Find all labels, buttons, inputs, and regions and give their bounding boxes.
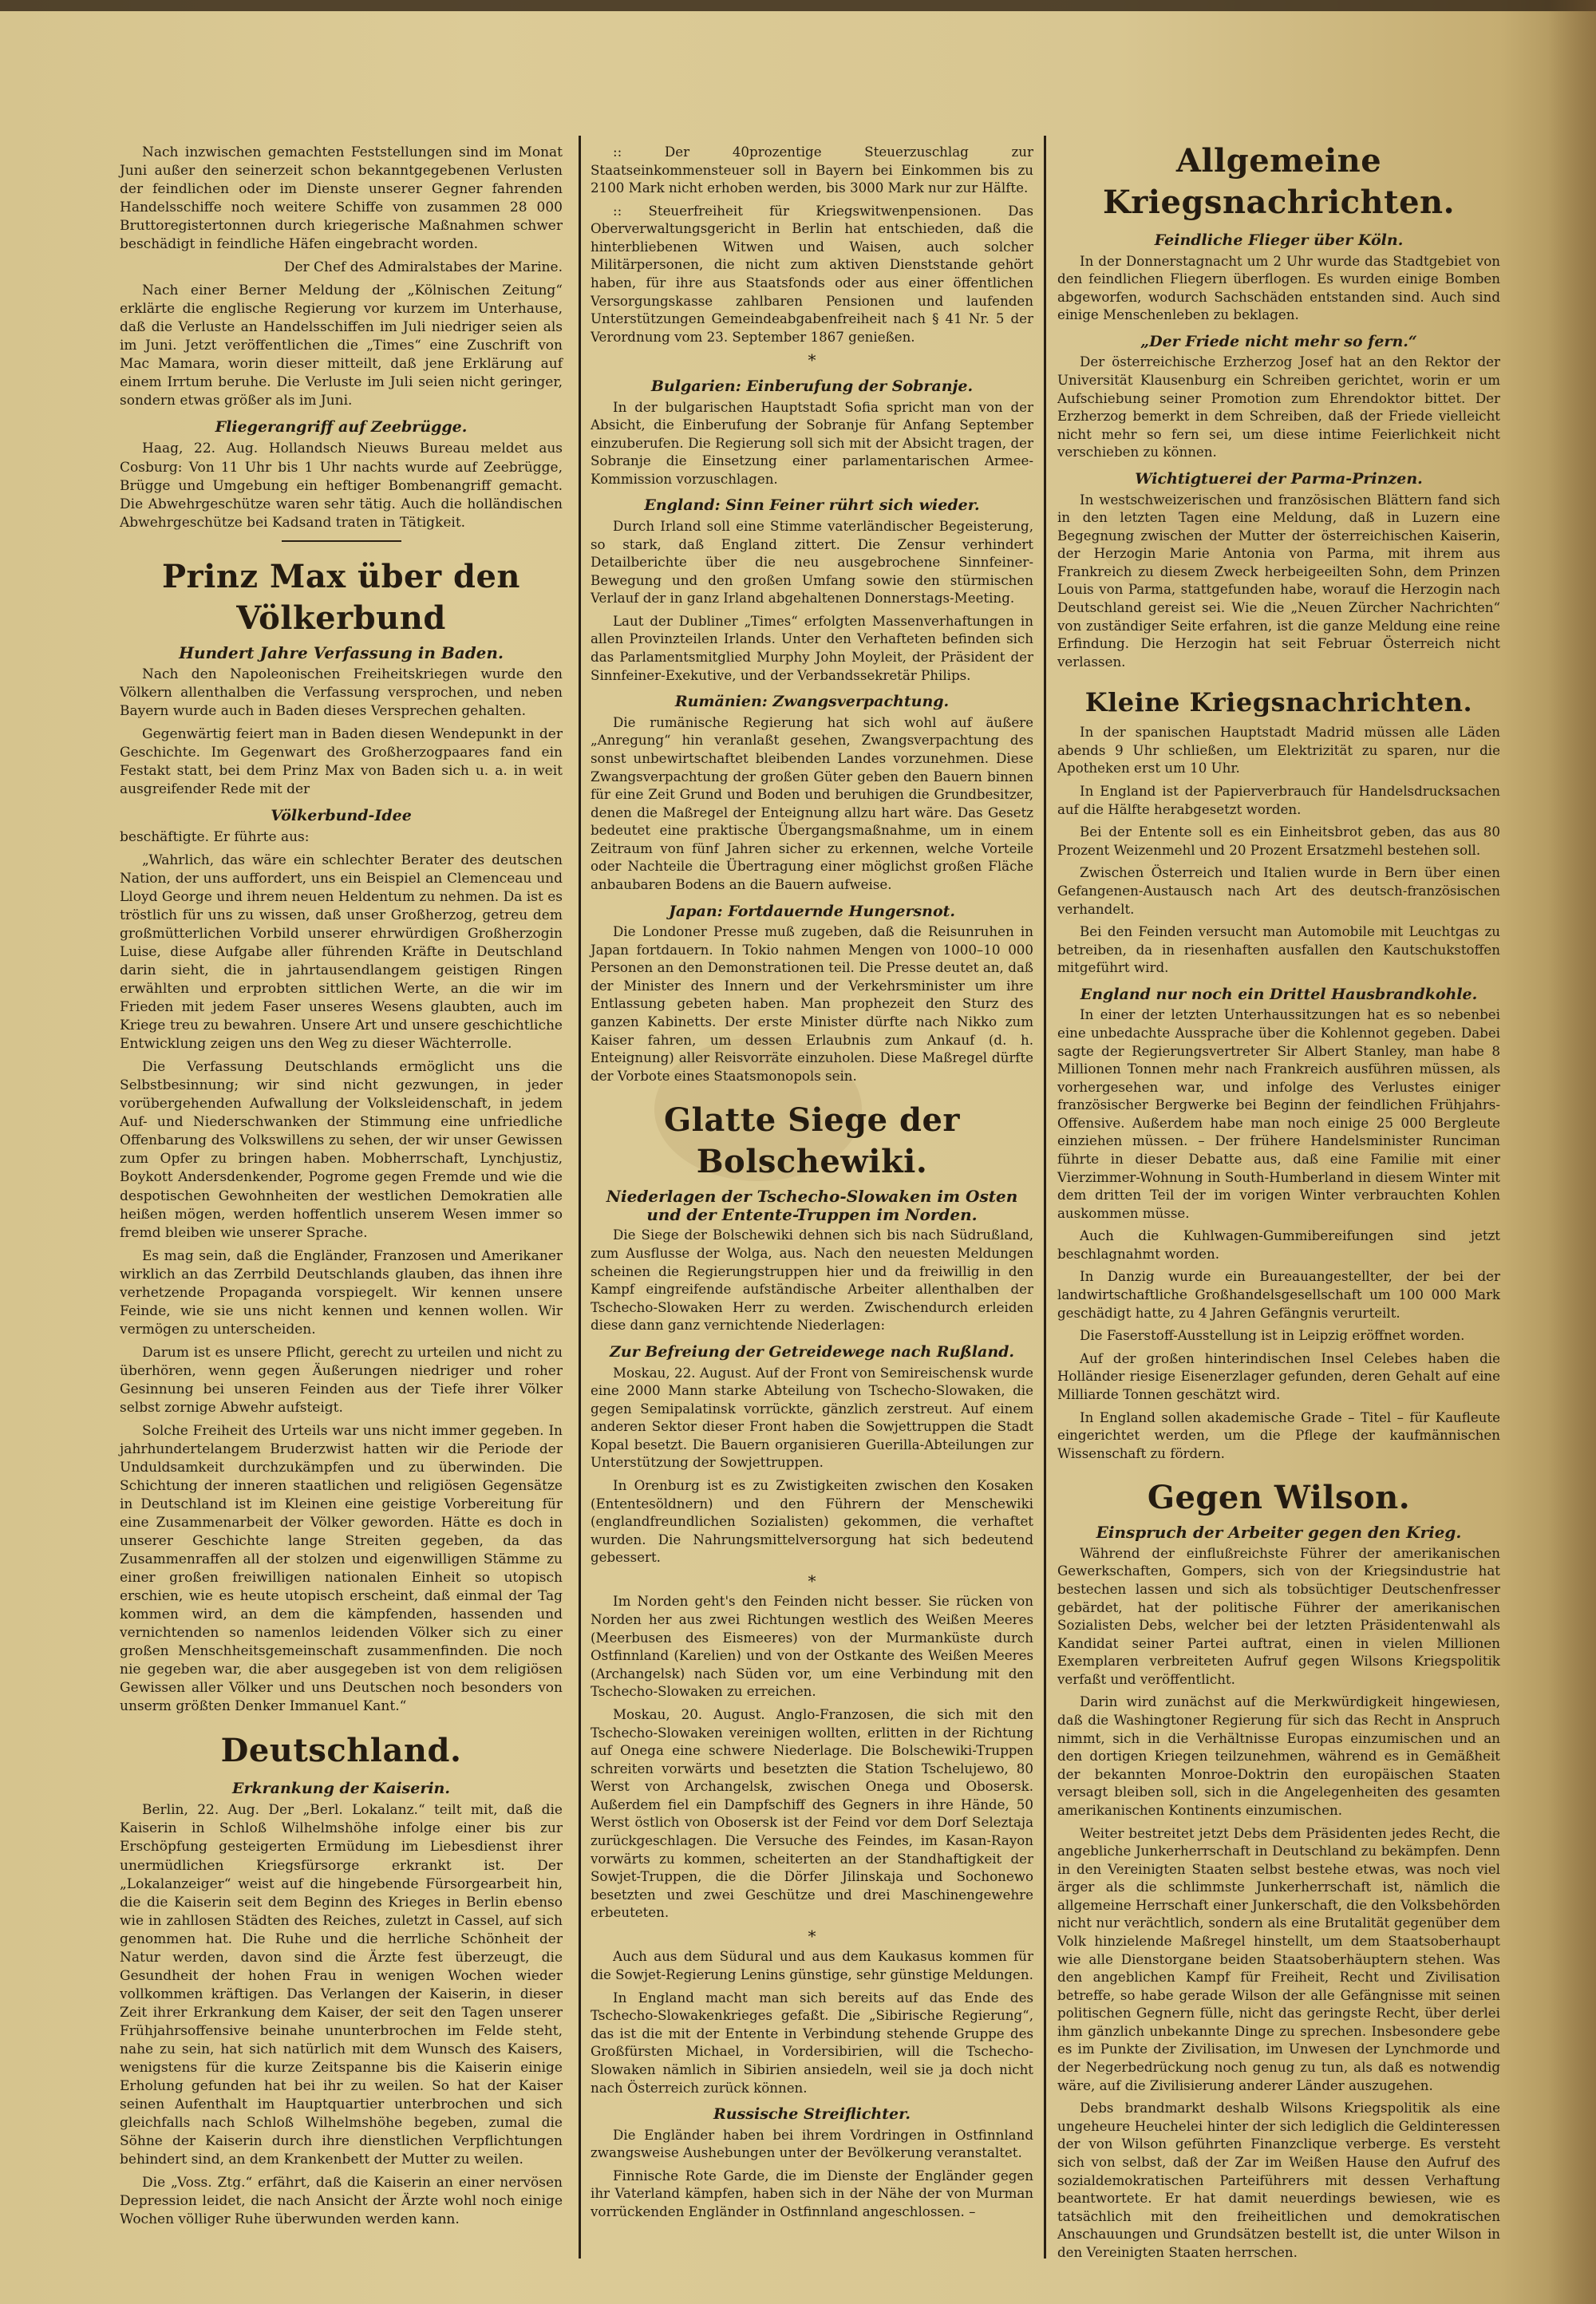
section-subtitle: Niederlagen der Tschecho-Slowaken im Osten und der Entente-Truppen im Norden.	[606, 1187, 1018, 1224]
paragraph: „Wahrlich, das wäre ein schlechter Berater des deutschen Nation, der uns auffordert, uns ein Beispiel an Clemenceau und Lloyd George und ihrem neuen Heldentum zu nehmen. Da ist es tröstlich für uns zu wissen, daß unser Großherzog, getreu dem großmütterlichen Vorbild unserer ehrwürdigen Großherzogin Luise, diese Aufgabe aller führenden Kräfte in Deutschland darin sieht, die in jahrtausendlangem geistigen Ringen erwählten und erprobten sittlichen Werte, an die wir im Frieden mit jedem Faser unseres Wesens glaubten, auch im Kriege treu zu bewahren. Unsere Art und unsere geschichtliche Entwicklung zeigen uns den Weg zu dieser Wächterrolle.	[120, 852, 563, 1053]
paragraph: Nach inzwischen gemachten Feststellungen sind im Monat Juni außer den seinerzeit schon bekanntgegebenen Verlusten der feindlichen oder im Dienste unserer Gegner fahrenden Handelsschiffe noch weitere Schiffe von zusammen 28 000 Bruttoregistertonnen durch kriegerische Maßnahmen schwer beschädigt in feindliche Häfen eingebracht worden.	[120, 144, 563, 253]
item-heading: Wichtigtuerei der Parma-Prinzen.	[1135, 469, 1423, 488]
paragraph: Auch aus dem Südural und aus dem Kaukasus kommen für die Sowjet-Regierung Lenins günstige, sehr günstige Meldungen.	[591, 1949, 1033, 1983]
item-heading: England nur noch ein Drittel Hausbrandkohle.	[1080, 985, 1478, 1003]
paragraph: Bei den Feinden versucht man Automobile mit Leuchtgas zu betreiben, da in riesenhaften ausfallen den Kautschukstoffen mitgeführt wird.	[1057, 924, 1500, 976]
paragraph: Solche Freiheit des Urteils war uns nicht immer gegeben. In jahrhundertelangem Bruderzwist hatten wir die Periode der Unduldsamkeit durchzukämpfen und zu überwinden. Die Schichtung der inneren staatlichen und religiösen Gegensätze in Deutschland ist im Kleinen eine geistige Vorbereitung für eine Zusammenarbeit der Völker geworden. Hätte es doch in unserer Geschichte lange Streiten gegeben, da das Zusammenraffen all der stolzen und eigenwilligen Stämme zu einer großen freiwilligen nationalen Einheit so utopisch erschien, wie es heute utopisch erscheint, daß einmal der Tag kommen wird, an dem die kämpfenden, hassenden und vernichtenden so namenlos leidenden Völker sich zu einer großen Menschheitsgemeinschaft zusammenfinden. Die noch nie gegeben war, die aber ausgegeben ist von dem religiösen Gewissen aller Völker und uns Deutschen noch besonders von unserm größten Denker Immanuel Kant.“	[120, 1422, 563, 1715]
section-subtitle: Einspruch der Arbeiter gegen den Krieg.	[1096, 1523, 1462, 1543]
separator-star: *	[808, 350, 816, 370]
paragraph: In westschweizerischen und französischen Blättern fand sich in den letzten Tagen eine Meldung, daß in Luzern eine Begegnung zwischen der Mutter der österreichischen Kaiserin, der Herzogin Marie Antonia von Parma, mit ihrem aus Frankreich zu diesem Zweck herbeigeeilten Sohn, dem Prinzen Louis von Parma, stattgefunden habe, worauf die Herzogin nach Deutschland gereist sei. Wie die „Neuen Zürcher Nachrichten“ von zuständiger Seite erfahren, ist die ganze Meldung eine reine Erfindung. Die Herzogin hat seit Februar Österreich nicht verlassen.	[1057, 492, 1500, 670]
item-heading: Zur Befreiung der Getreidewege nach Rußland.	[609, 1342, 1015, 1361]
paragraph: Berlin, 22. Aug. Der „Berl. Lokalanz.“ teilt mit, daß die Kaiserin in Schloß Wilhelmshöhe infolge einer bis zur Erschöpfung gesteigerten Ermüdung im Liebesdienst ihrer unermüdlichen Kriegsfürsorge erkrankt ist. Der „Lokalanzeiger“ weist auf die hingebende Fürsorgearbeit hin, die die Kaiserin seit dem Beginn des Krieges in Berlin ebenso wie in zahllosen Städten des Reiches, zuletzt in Cassel, auf sich genommen hat. Die Ruhe und die herrliche Schönheit der Natur werden, davon sind die Ärzte fest überzeugt, die Gesundheit der hohen Frau in wenigen Wochen wieder vollkommen kräftigen. Das Verlangen der Kaiserin, in dieser Zeit ihrer Erkrankung dem Kaiser, der seit den Tagen unserer Frühjahrsoffensive beinahe ununterbrochen im Felde steht, nahe zu sein, hat sich natürlich mit dem Wunsch des Kaisers, wenigstens für die kurze Zeitspanne bis die Kaiserin einige Erholung gefunden hat bei ihr zu weilen. So hat der Kaiser seinen Aufenthalt im Hauptquartier unterbrochen und sich gleichfalls nach Schloß Wilhelmshöhe begeben, zumal die Söhne der Kaiserin durch ihre dienstlichen Verpflichtungen behindert sind, an dem Krankenbett der Mutter zu weilen.	[120, 1802, 563, 2168]
item-heading: Japan: Fortdauernde Hungersnot.	[668, 902, 956, 920]
section-title: Allgemeine Kriegsnachrichten.	[1102, 142, 1456, 221]
column-middle	[591, 144, 1033, 2227]
paragraph: Die Siege der Bolschewiki dehnen sich bis nach Südrußland, zum Ausflusse der Wolga, aus. Nach den neuesten Meldungen scheinen die Regierungstruppen hier und da freiwillig in den Kampf eingreifende aufständische Arbeiter allenthalben der Tschecho-Slowaken Herr zu werden. Zwischendurch erleiden diese dann ganz vernichtende Niederlagen:	[591, 1227, 1033, 1334]
item-heading: Feindliche Flieger über Köln.	[1154, 231, 1404, 249]
section-title: Prinz Max über den Völkerbund	[161, 557, 521, 637]
item-heading: Erkrankung der Kaiserin.	[232, 1780, 450, 1798]
paragraph: Moskau, 22. August. Auf der Front von Semireischensk wurde eine 2000 Mann starke Abteilung von Tschecho-Slowaken, die gegen Semipalatinsk vorrückte, gänzlich zerstreut. Auf einem anderen Sektor dieser Front haben die Sowjettruppen die Stadt Kopal besetzt. Die Bauern organisieren Guerilla-Abteilungen zur Unterstützung der Sowjettruppen.	[591, 1365, 1033, 1471]
item-heading: Bulgarien: Einberufung der Sobranje.	[650, 377, 974, 395]
paragraph: In Orenburg ist es zu Zwistigkeiten zwischen den Kosaken (Ententesöldnern) und den Führern der Menschewiki (englandfreundlichen Sozialisten) gekommen, die verhaftet wurden. Die Nahrungsmittelversorgung hat sich bedeutend gebessert.	[591, 1478, 1033, 1566]
item-heading: „Der Friede nicht mehr so fern.“	[1140, 332, 1417, 350]
item-heading: Fliegerangriff auf Zeebrügge.	[215, 418, 468, 437]
item-heading: England: Sinn Feiner rührt sich wieder.	[644, 496, 980, 515]
paragraph: Haag, 22. Aug. Hollandsch Nieuws Bureau meldet aus Cosburg: Von 11 Uhr bis 1 Uhr nachts wurde auf Zeebrügge, Brügge und Umgebung ein heftiger Bombenangriff gemacht. Die Abwehrgeschütze waren sehr tätig. Auch die holländischen Abwehrgeschütze bei Kadsand traten in Tätigkeit.	[120, 441, 563, 531]
paragraph: Auf der großen hinterindischen Insel Celebes haben die Holländer riesige Eisenerzlager gefunden, deren Gehalt auf eine Milliarde Tonnen geschätzt wird.	[1057, 1350, 1500, 1402]
paragraph: Es mag sein, daß die Engländer, Franzosen und Amerikaner wirklich an das Zerrbild Deutschlands glauben, das ihnen ihre verhetzende Propaganda vorspiegelt. Wir kennen unsere Feinde, wie sie uns nicht kennen und kennen wollen. Wir vermögen zu unterscheiden.	[120, 1247, 563, 1338]
paragraph: Die Faserstoff-Ausstellung ist in Leipzig eröffnet worden.	[1080, 1328, 1465, 1344]
paragraph: Die Engländer haben bei ihrem Vordringen in Ostfinnland zwangsweise Aushebungen unter der Bevölkerung veranstaltet.	[591, 2127, 1033, 2161]
section-title: Glatte Siege der Bolschewiki.	[664, 1101, 960, 1181]
paragraph: Darum ist es unsere Pflicht, gerecht zu urteilen und nicht zu überhören, wenn gegen Äußerungen niedriger und roher Gesinnung bei unseren Feinden aus der Tiefe ihrer Völker selbst zornige Abwehr aufsteigt.	[120, 1344, 563, 1416]
paragraph: Die Verfassung Deutschlands ermöglicht uns die Selbstbesinnung; wir sind nicht gezwungen, in jeder vorübergehenden Aufwallung der Volksleidenschaft, in jedem Auf- und Niederschwanken der Stimmung eine unfriedliche Offenbarung des Volkswillens zu sehen, der wir unser Gewissen zum Opfer zu bringen haben. Mobherrschaft, Lynchjustiz, Boykott Andersdenkender, Pogrome gegen Fremde und wie die despotischen Gewohnheiten der westlichen Demokratien alle heißen mögen, werden hoffentlich unserem Wesen immer so fremd bleiben wie unserer Sprache.	[120, 1059, 563, 1241]
paragraph: Die „Voss. Ztg.“ erfährt, daß die Kaiserin an einer nervösen Depression leidet, die nach Ansicht der Ärzte wohl noch einige Wochen völliger Ruhe überwunden werden kann.	[120, 2175, 563, 2228]
section-title: Deutschland.	[220, 1732, 462, 1770]
item-heading: Russische Streiflichter.	[713, 2105, 911, 2124]
paragraph: In Danzig wurde ein Bureauangestellter, der bei der landwirtschaftliche Großhandelsgesellschaft um 100 000 Mark geschädigt hatte, zu 4 Jahren Gefängnis verurteilt.	[1057, 1269, 1500, 1321]
paragraph: Die Londoner Presse muß zugeben, daß die Reisunruhen in Japan fortdauern. In Tokio nahmen Mengen von 1000–10 000 Personen an den Demonstrationen teil. Die Presse deutet an, daß der Minister des Innern und der Verkehrsminister um ihre Entlassung gebeten haben. Man prophezeit den Sturz des ganzen Kabinetts. Der erste Minister dürfte nach Nikko zum Kaiser fahren, um dessen Erlaubnis zum Ankauf (d. h. Enteignung) aller Reisvorräte einzuholen. Diese Maßregel dürfte der Vorbote eines Staatsmonopols sein.	[591, 924, 1033, 1084]
paragraph: In einer der letzten Unterhaussitzungen hat es so nebenbei eine unbedachte Aussprache über die Kohlennot gegeben. Dabei sagte der Regierungsvertreter Sir Albert Stanley, man habe 8 Millionen Tonnen mehr nach Frankreich ausführen müssen, als vorhergesehen war, und infolge des Verlustes einiger französischer Bergwerke bei Beginn der feindlichen Frühjahrs-Offensive. Außerdem habe man noch einige 25 000 Bergleute einziehen müssen. – Der frühere Handelsminister Runciman führte in dieser Debatte aus, daß eine Familie mit einer Vierzimmer-Wohnung in South-Humberland in diesem Winter mit dem dritten Teil der im vorigen Winter verbrauchten Kohlen auskommen müsse.	[1057, 1007, 1500, 1221]
separator	[282, 540, 401, 542]
paragraph: beschäftigte. Er führte aus:	[120, 828, 310, 845]
paragraph: Weiter bestreitet jetzt Debs dem Präsidenten jedes Recht, die angebliche Junkerherrschaft in Deutschland zu bekämpfen. Denn in den Vereinigten Staaten selbst bestehe etwas, was noch viel ärger als die schlimmste Junkerherrschaft ist, nämlich die allgemeine Herrschaft einer Junkerschaft, die den Volksbehörden nicht nur verächtlich, sondern als eine Brutalität gegenüber dem Volk hinzielende Maßregel hinstellt, um dem Staatsoberhaupt wie alle Dienstorgane beiden Staatsoberhäuptern stehen. Was den angeblichen Kampf für Freiheit, Recht und Zivilisation betreffe, so habe gerade Wilson der alle Gefängnisse mit seinen politischen Gegnern fülle, nicht das geringste Recht, über derlei ihm gänzlich unbekannte Dinge zu sprechen. Insbesondere gebe es im Punkte der Zivilisation, im Unwesen der Lynchmorde und der Negerbedrückung noch genug zu tun, als daß es notwendig wäre, auf die Zivilisierung anderer Länder auszugehen.	[1057, 1825, 1500, 2093]
column-rule	[1044, 136, 1046, 2259]
paragraph: Laut der Dubliner „Times“ erfolgten Massenverhaftungen in allen Provinzteilen Irlands. Unter den Verhafteten befinden sich das Parlamentsmitglied Murphy John Moyleit, der Präsident der Sinnfeiner-Exekutive, und der Verbandssekretär Philips.	[591, 613, 1033, 683]
paragraph: Finnische Rote Garde, die im Dienste der Engländer gegen ihr Vaterland kämpfen, haben sich in der Nähe der von Murman vorrückenden Engländer in Ostfinnland angeschlossen. –	[591, 2168, 1033, 2219]
paragraph: Debs brandmarkt deshalb Wilsons Kriegspolitik als eine ungeheure Heuchelei hinter der sich lediglich die Geldinteressen der von Wilson geführten Finanzclique verberge. Es versteht sich von selbst, daß der Zar im Weißen Hause den Aufruf des sozialdemokratischen Parteiführers mit dessen Verhaftung beantwortete. Er hat damit neuerdings bewiesen, wie es tatsächlich mit den freiheitlichen und demokratischen Anschauungen und Grundsätzen bestellt ist, die unter Wilson in den Vereinigten Staaten herrschen.	[1057, 2100, 1500, 2260]
column-right	[1057, 140, 1500, 2266]
signature: Der Chef des Admiralstabes der Marine.	[283, 259, 563, 276]
paragraph: Darin wird zunächst auf die Merkwürdigkeit hingewiesen, daß die Washingtoner Regierung für sich das Recht in Anspruch nimmt, sich in die Verhältnisse Europas einzumischen und an den dortigen Kriegen teilzunehmen, während es in Gemäßheit der bekannten Monroe-Doktrin den europäischen Staaten versagt bleiben soll, sich in die Angelegenheiten des gesamten amerikanischen Kontinents einzumischen.	[1057, 1694, 1500, 1818]
paragraph: Gegenwärtig feiert man in Baden diesen Wendepunkt in der Geschichte. Im Gegenwart des Großherzogpaares fand ein Festakt statt, bei dem Prinz Max von Baden sich u. a. in weit ausgreifender Rede mit der	[120, 725, 563, 797]
section-title: Kleine Kriegsnachrichten.	[1084, 687, 1473, 718]
item-heading: Rumänien: Zwangsverpachtung.	[674, 693, 950, 711]
paragraph: Moskau, 20. August. Anglo-Franzosen, die sich mit den Tschecho-Slowaken vereinigen wollten, erlitten in der Richtung auf Onega eine schwere Niederlage. Die Bolschewiki-Truppen schreiten vorwärts und besetzten die Station Tschelujewo, 80 Werst von Archangelsk, zwischen Onega und Obosersk. Außerdem fiel ein Dampfschiff des Gegners in ihre Hände, 50 Werst östlich von Obosersk ist der Feind vor dem Dorf Seleztaja zurückgeschlagen. Die Versuche des Feindes, im Kasan-Rayon vorwärts zu kommen, scheiterten an der Standhaftigkeit der Sowjet-Truppen, die die Dörfer Jilinskaja und Sochonewo besetzten und zwei Geschütze und drei Maschinengewehre erbeuteten.	[591, 1706, 1033, 1921]
paragraph: Im Norden geht's den Feinden nicht besser. Sie rücken von Norden her aus zwei Richtungen westlich des Weißen Meeres (Meerbusen des Eismeeres) von der Murmanküste durch Ostfinnland (Karelien) und von der Ostkante des Weißen Meeres (Archangelsk) nach Süden vor, um eine Verbindung mit den Tschecho-Slowaken zu erreichen.	[591, 1594, 1033, 1700]
paragraph: Nach den Napoleonischen Freiheitskriegen wurde den Völkern allenthalben die Verfassung versprochen, und neben Bayern wurde auch in Baden dieses Versprechen gehalten.	[120, 666, 563, 719]
separator-star: *	[808, 1926, 816, 1946]
paragraph: Die rumänische Regierung hat sich wohl auf äußere „Anregung“ hin veranlaßt gesehen, Zwangsverpachtung des sonst unbewirtschaftet bleibenden Landes vorzunehmen. Diese Zwangsverpachtung der großen Güter geben den Bauern binnen für eine Zeit Grund und Boden und beruhigen die Grundbesitzer, denen die Maßregel der Enteignung allzu hart wäre. Das Gesetz bedeutet eine praktische Übergangsmaßnahme, um in einem Zeitraum von fünf Jahren sicher zu erkennen, welche Vorteile oder Nachteile die Übertragung einer möglichst großen Fläche anbaubaren Bodens an die Bauern aufweise.	[591, 714, 1033, 892]
column-rule	[579, 136, 581, 2259]
paragraph: Durch Irland soll eine Stimme vaterländischer Begeisterung, so stark, daß England zittert. Die Zensur verhindert Detailberichte über die neu ausgebrochene Sinnfeiner-Bewegung und den großen Umfang sowie den stürmischen Verlauf der in ganz Irland abgehaltenen Donnerstags-Meeting.	[591, 518, 1033, 607]
item-heading: Völkerbund-Idee	[271, 806, 412, 824]
paragraph: In England ist der Papierverbrauch für Handelsdrucksachen auf die Hälfte herabgesetzt worden.	[1057, 784, 1500, 817]
separator-star: *	[808, 1571, 816, 1591]
paragraph: In der Donnerstagnacht um 2 Uhr wurde das Stadtgebiet von den feindlichen Fliegern überflogen. Es wurden einige Bomben abgeworfen, wodurch Sachschäden entstanden sind. Auch sind einige Menschenleben zu beklagen.	[1057, 253, 1500, 323]
paragraph: Zwischen Österreich und Italien wurde in Bern über einen Gefangenen-Austausch nach Art des deutsch-französischen verhandelt.	[1057, 865, 1500, 917]
paragraph: In England macht man sich bereits auf das Ende des Tschecho-Slowakenkrieges gefaßt. Die „Sibirische Regierung“, das ist die mit der Entente in Verbindung stehende Gruppe des Großfürsten Michael, in Vordersibirien, will die Tschecho-Slowaken nämlich in Sibirien ansiedeln, weil sie ja doch nicht nach Österreich zurück können.	[591, 1990, 1033, 2096]
paragraph: Auch die Kuhlwagen-Gummibereifungen sind jetzt beschlagnahmt worden.	[1057, 1228, 1500, 1262]
section-title: Gegen Wilson.	[1147, 1479, 1411, 1517]
paragraph: Bei der Entente soll es ein Einheitsbrot geben, das aus 80 Prozent Weizenmehl und 20 Prozent Ersatzmehl bestehen soll.	[1057, 824, 1500, 858]
column-left	[120, 144, 563, 2234]
paragraph: In der spanischen Hauptstadt Madrid müssen alle Läden abends 9 Uhr schließen, um Elektrizität zu sparen, nur die Apotheken erst um 10 Uhr.	[1057, 725, 1500, 777]
section-subtitle: Hundert Jahre Verfassung in Baden.	[179, 642, 504, 662]
page-right-edge	[1548, 0, 1596, 2304]
page-top-edge	[0, 0, 1596, 11]
paragraph: :: Der 40prozentige Steuerzuschlag zur Staatseinkommensteuer soll in Bayern bei Einkommen bis zu 2100 Mark nicht erhoben werden, bis 3000 Mark nur zur Hälfte.	[591, 144, 1033, 196]
paragraph: Der österreichische Erzherzog Josef hat an den Rektor der Universität Klausenburg ein Schreiben gerichtet, worin er um Aufschiebung seiner Promotion zum Ehrendoktor bittet. Der Erzherzog bemerkt in dem Schreiben, daß der Friede vielleicht nicht mehr so fern sei, um diese intime Feierlichkeit nicht verschieben zu können.	[1057, 354, 1500, 460]
paragraph: In England sollen akademische Grade – Titel – für Kaufleute eingerichtet werden, um die Pflege der kaufmännischen Wissenschaft zu fördern.	[1057, 1409, 1500, 1461]
paragraph: :: Steuerfreiheit für Kriegswitwenpensionen. Das Oberverwaltungsgericht in Berlin hat entschieden, daß die hinterbliebenen Witwen und Waisen, auch solcher Militärpersonen, die nicht zum aktiven Dienststande gehört haben, für ihre aus Staatsfonds oder aus einer öffentlichen Versorgungskasse zahlbaren Pensionen und laufenden Unterstützungen Gemeindeabgabenfreiheit nach § 41 Nr. 5 der Verordnung vom 23. September 1867 genießen.	[591, 203, 1033, 345]
paragraph: Nach einer Berner Meldung der „Kölnischen Zeitung“ erklärte die englische Regierung vor kurzem im Unterhause, daß die Verluste an Handelsschiffen im Juli niedriger seien als im Juni. Jetzt veröffentlichen die „Times“ eine Zuschrift von Mac Mamara, worin dieser mitteilt, daß jene Erklärung auf einem Irrtum beruhe. Die Verluste im Juli seien nicht geringer, sondern etwas größer als im Juni.	[120, 283, 563, 409]
paragraph: Während der einflußreichste Führer der amerikanischen Gewerkschaften, Gompers, sich von der Kriegsindustrie hat bestechen lassen und sich als tobsüchtiger Deutschenfresser gebärdet, hat der politische Führer der amerikanischen Sozialisten Debs, welcher bei der letzten Präsidentenwahl als Kandidat seiner Partei auftrat, einen in vielen Millionen Exemplaren verbreiteten Aufruf gegen Wilsons Kriegspolitik verfaßt und veröffentlicht.	[1057, 1545, 1500, 1687]
paragraph: In der bulgarischen Hauptstadt Sofia spricht man von der Absicht, die Einberufung der Sobranje für Anfang September einzuberufen. Die Regierung soll sich mit der Absicht tragen, der Sobranje die Einsetzung einer parlamentarischen Armee-Kommission vorzuschlagen.	[591, 399, 1033, 487]
